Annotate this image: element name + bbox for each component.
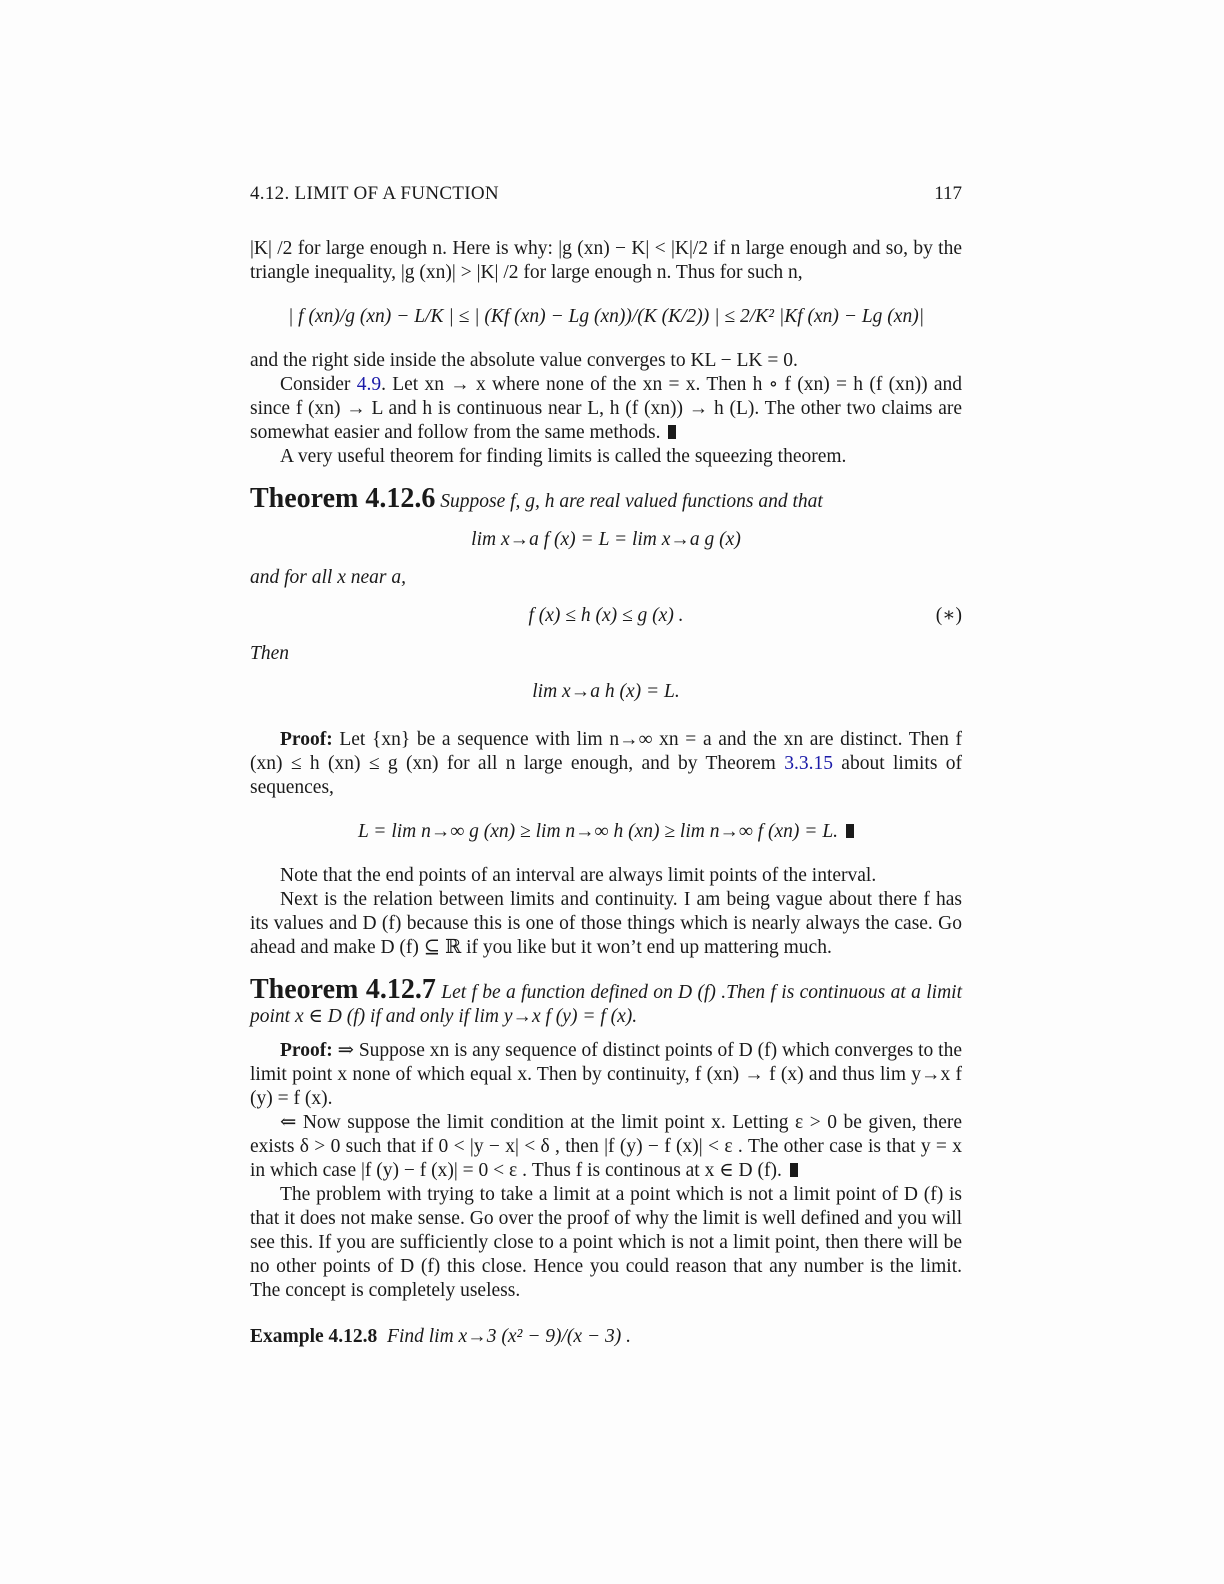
- theorem-statement: Let f be a function defined on D (f) .Then f is continuous at a limit point x ∈ D (f) if and only if lim y→x f (y) = f (x).: [250, 982, 962, 1027]
- proof-label: Proof:: [280, 1040, 333, 1061]
- page-body: [250, 237, 962, 1349]
- example: [250, 1325, 962, 1349]
- display-equation: f (x) ≤ h (x) ≤ g (x) . (∗): [528, 605, 962, 626]
- theorem-label: Theorem 4.12.7: [250, 974, 436, 1005]
- theorem: [250, 483, 962, 514]
- proof-label: Proof:: [280, 729, 333, 750]
- theorem-ref-link[interactable]: 3.3.15: [784, 753, 833, 774]
- display-equation: | f (xn)/g (xn) − L/K | ≤ | (Kf (xn) − Lg (xn))/(K (K/2)) | ≤ 2/K² |Kf (xn) − Lg (xn)|: [287, 306, 925, 327]
- qed-icon: [668, 425, 676, 439]
- paragraph: |K| /2 for large enough n. Here is why: |g (xn) − K| < |K|/2 if n large enough and so, by the triangle inequality, |g (xn)| > |K| /2 for large enough n. Thus for such n,: [250, 238, 962, 283]
- theorem-statement: Suppose f, g, h are real valued functions and that: [440, 491, 823, 512]
- theorem-text: and for all x near a,: [250, 567, 406, 588]
- display-equation: L = lim n→∞ g (xn) ≥ lim n→∞ h (xn) ≥ lim n→∞ f (xn) = L.: [250, 820, 962, 844]
- example-text: Find lim x→3 (x² − 9)/(x − 3) .: [387, 1326, 631, 1347]
- page-number: 117: [934, 183, 962, 204]
- example-label: Example 4.12.8: [250, 1326, 378, 1347]
- display-equation: lim x→a f (x) = L = lim x→a g (x): [471, 529, 741, 550]
- theorem: [250, 974, 962, 1029]
- paragraph: Consider 4.9. Let xn → x where none of the xn = x. Then h ∘ f (xn) = h (f (xn)) and since f (xn) → L and h is continuous near L, h (f (xn)) → h (L). The other two claims are somewhat easier and follow from the same methods.: [250, 374, 962, 443]
- paragraph: A very useful theorem for finding limits is called the squeezing theorem.: [280, 446, 847, 467]
- theorem-label: Theorem 4.12.6: [250, 483, 436, 514]
- theorem-text: Then: [250, 643, 289, 664]
- paragraph: Note that the end points of an interval are always limit points of the interval.: [280, 865, 877, 886]
- display-equation: lim x→a h (x) = L.: [532, 681, 680, 702]
- paragraph: The problem with trying to take a limit at a point which is not a limit point of D (f) is that it does not make sense. Go over the proof of why the limit is well defined and you will see this. If you are sufficiently close to a point which is not a limit point, then there will be no other points of D (f) this close. Hence you could reason that any number is the limit. The concept is completely useless.: [250, 1184, 962, 1301]
- equation-tag: (∗): [935, 605, 962, 626]
- paragraph: Next is the relation between limits and continuity. I am being vague about there f has its values and D (f) because this is one of those things which is nearly always the case. Go ahead and make D (f) ⊆ ℝ if you like but it won’t end up mattering much.: [250, 889, 962, 958]
- section-title: 4.12. LIMIT OF A FUNCTION: [250, 183, 499, 204]
- paragraph: and the right side inside the absolute value converges to KL − LK = 0.: [250, 350, 798, 371]
- qed-icon: [790, 1163, 798, 1177]
- proof: Proof: ⇒ Suppose xn is any sequence of distinct points of D (f) which converges to the limit point x none of which equal x. Then by continuity, f (xn) → f (x) and thus lim y→x f (y) = f (x).: [250, 1040, 962, 1109]
- proof: Proof: Let {xn} be a sequence with lim n→∞ xn = a and the xn are distinct. Then f (xn) ≤ h (xn) ≤ g (xn) for all n large enough, and by Theorem 3.3.15 about limits of sequences,: [250, 729, 962, 798]
- qed-icon: [846, 824, 854, 838]
- equation-ref-link[interactable]: 4.9: [356, 374, 382, 395]
- proof-continued: ⇐ Now suppose the limit condition at the limit point x. Letting ε > 0 be given, there exists δ > 0 such that if 0 < |y − x| < δ , then |f (y) − f (x)| < ε . The other case is that y = x in which case |f (y) − f (x)| = 0 < ε . Thus f is continous at x ∈ D (f).: [250, 1112, 962, 1181]
